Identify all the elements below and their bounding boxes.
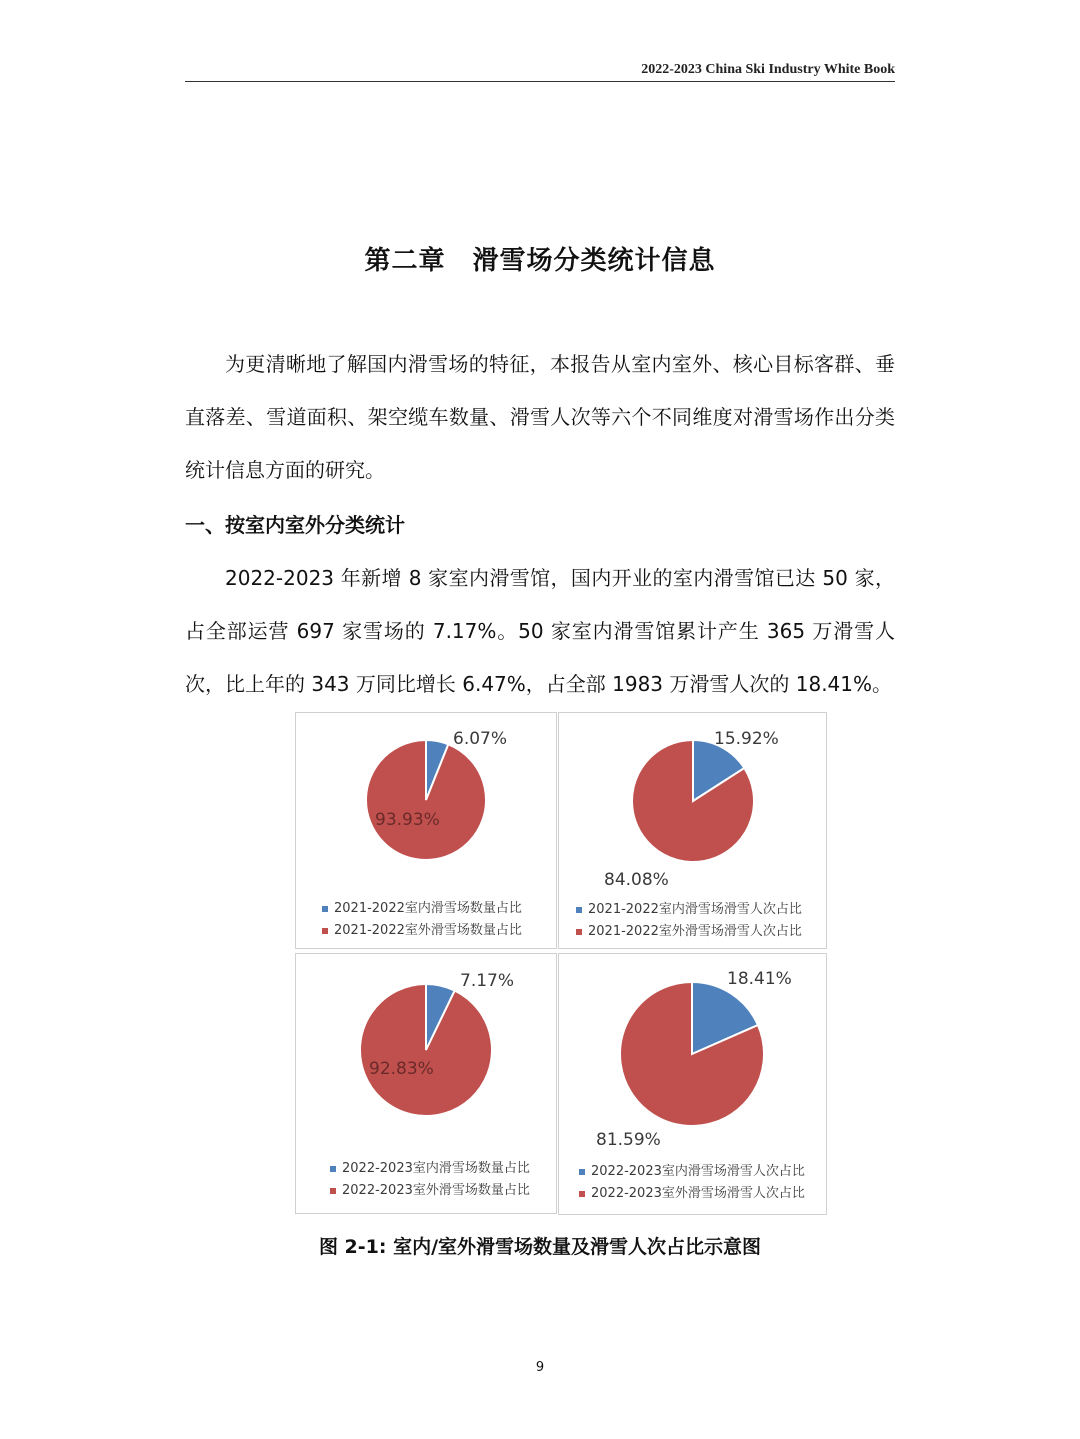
legend-label: 2022-2023室内滑雪场滑雪人次占比 <box>591 1164 805 1179</box>
running-header: 2022-2023 China Ski Industry White Book <box>641 62 895 77</box>
figure-caption: 图 2-1: 室内/室外滑雪场数量及滑雪人次占比示意图 <box>318 1236 762 1258</box>
header-rule <box>185 81 895 82</box>
legend-item-indoor <box>576 899 802 921</box>
legend-swatch <box>330 1188 336 1194</box>
data-label-indoor: 7.17% <box>460 971 515 991</box>
data-label-outdoor: 93.93% <box>375 810 440 830</box>
legend <box>322 898 522 942</box>
pie-chart-panel-4 <box>558 953 827 1215</box>
legend-label: 2022-2023室内滑雪场数量占比 <box>342 1161 530 1176</box>
data-label-outdoor: 81.59% <box>596 1130 661 1150</box>
legend-swatch <box>576 929 582 935</box>
legend <box>576 899 802 943</box>
legend-swatch <box>579 1191 585 1197</box>
legend <box>579 1161 805 1205</box>
chapter-title: 第二章 滑雪场分类统计信息 <box>364 246 716 276</box>
data-label-indoor: 15.92% <box>714 729 779 749</box>
legend <box>330 1158 530 1202</box>
pie-chart-panel-3 <box>295 953 557 1214</box>
data-label-indoor: 6.07% <box>453 729 508 749</box>
pie-chart-panel-1 <box>295 712 557 949</box>
legend-label: 2021-2022室内滑雪场滑雪人次占比 <box>588 902 802 917</box>
legend-swatch <box>579 1169 585 1175</box>
pie-chart-panel-2 <box>558 712 827 949</box>
legend-swatch <box>322 906 328 912</box>
legend-swatch <box>576 907 582 913</box>
legend-item-indoor <box>330 1158 530 1180</box>
data-label-outdoor: 92.83% <box>369 1059 434 1079</box>
legend-item-outdoor <box>322 920 522 942</box>
legend-label: 2021-2022室外滑雪场数量占比 <box>334 923 522 938</box>
legend-item-outdoor <box>576 921 802 943</box>
section-paragraph: 2022-2023 年新增 8 家室内滑雪馆，国内开业的室内滑雪馆已达 50 家，占全部运营 697 家雪场的 7.17%。50 家室内滑雪馆累计产生 365 万滑雪人次，比上年的 343 万同比增长 6.47%，占全部 1983 万滑雪人次的 18.41%。 <box>185 566 895 696</box>
legend-item-outdoor <box>579 1183 805 1205</box>
legend-label: 2021-2022室外滑雪场滑雪人次占比 <box>588 924 802 939</box>
data-label-indoor: 18.41% <box>727 969 792 989</box>
legend-item-outdoor <box>330 1180 530 1202</box>
legend-label: 2022-2023室外滑雪场数量占比 <box>342 1183 530 1198</box>
legend-swatch <box>330 1166 336 1172</box>
page-number: 9 <box>535 1360 545 1375</box>
pie-slice-outdoor <box>360 984 492 1116</box>
pie-slice-outdoor <box>366 740 486 860</box>
data-label-outdoor: 84.08% <box>604 870 669 890</box>
legend-label: 2021-2022室内滑雪场数量占比 <box>334 901 522 916</box>
legend-item-indoor <box>322 898 522 920</box>
intro-paragraph: 为更清晰地了解国内滑雪场的特征，本报告从室内室外、核心目标客群、垂直落差、雪道面积、架空缆车数量、滑雪人次等六个不同维度对滑雪场作出分类统计信息方面的研究。 <box>185 352 895 482</box>
section-heading: 一、按室内室外分类统计 <box>185 513 405 537</box>
legend-swatch <box>322 928 328 934</box>
legend-item-indoor <box>579 1161 805 1183</box>
legend-label: 2022-2023室外滑雪场滑雪人次占比 <box>591 1186 805 1201</box>
